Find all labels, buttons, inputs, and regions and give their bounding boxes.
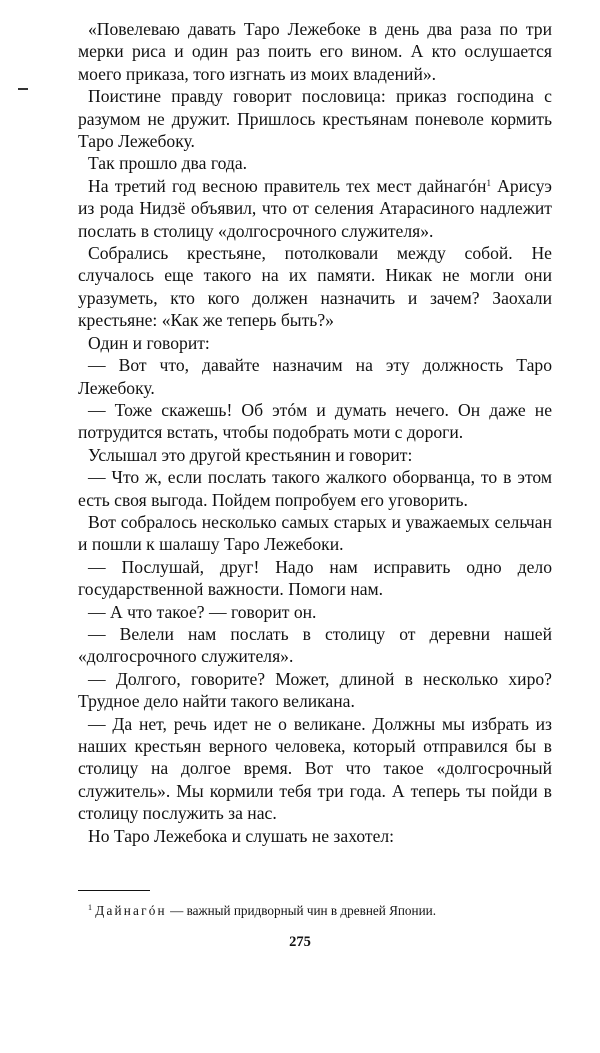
paragraph-proverb: Поистине правду говорит пословица: приказ господина с разумом не дружит. Пришлось крестьянам поневоле кормить Таро Лежебоку. bbox=[78, 86, 552, 152]
paragraph-decree: «Повелеваю давать Таро Лежебоке в день два раза по три мерки риса и один раз поить его вином. А кто ослушается моего приказа, того изгнать из моих владений». bbox=[78, 19, 552, 84]
dainagon-text-after: Арисуэ из рода Нидзё объявил, что от селения Атарасиного надлежит послать в столицу «долгосрочного служителя». bbox=[78, 175, 552, 241]
paragraph-objection: — Тоже скажешь! Об этóм и думать нечего. Он даже не потрудится встать, чтобы подобрать моти с дороги. bbox=[78, 399, 552, 443]
paragraph-appoint: — Вот что, давайте назначим на эту должность Таро Лежебоку. bbox=[78, 355, 552, 398]
paragraph-another-peasant: Услышал это другой крестьянин и говорит: bbox=[88, 444, 413, 465]
paragraph-peasants-gather: Собрались крестьяне, потолковали между собой. Не случалось еще такого на их памяти. Никак не могли они уразуметь, кто кого должен назначить и зачем? Заохали крестьяне: «Как же теперь быть?» bbox=[78, 243, 552, 331]
paragraph-explanation: — Да нет, речь идет не о великане. Должны мы избрать из наших крестьян верного человека, который отправился бы в столицу на долгое время. Вот что такое «долгосрочный служитель». Мы кормили тебя три года. А теперь ты пойди в столицу послужить за нас. bbox=[78, 713, 552, 824]
paragraph-benefit: — Что ж, если послать такого жалкого оборванца, то в этом есть своя выгода. Пойдем попробуем его уговорить. bbox=[78, 467, 552, 510]
footnote-divider bbox=[78, 890, 150, 891]
margin-mark bbox=[18, 88, 28, 90]
footnote-marker: 1 bbox=[88, 903, 92, 912]
paragraph-refused: Но Таро Лежебока и слушать не захотел: bbox=[88, 825, 395, 846]
paragraph-two-years: Так прошло два года. bbox=[88, 153, 248, 174]
main-text bbox=[78, 18, 552, 847]
footnote bbox=[78, 902, 552, 920]
paragraph-one-says: Один и говорит: bbox=[88, 332, 210, 353]
paragraph-dainagon bbox=[78, 175, 552, 242]
footnote-term: Дайнагóн bbox=[95, 903, 167, 918]
dainagon-text-before: На третий год весною правитель тех мест дайнагóн bbox=[88, 175, 487, 196]
page-number: 275 bbox=[289, 934, 311, 950]
paragraph-what-is-it: — А что такое? — говорит он. bbox=[88, 601, 317, 622]
paragraph-ordered: — Велели нам послать в столицу от деревни нашей «долгосрочного служителя». bbox=[78, 623, 552, 667]
footnote-text: — важный придворный чин в древней Японии. bbox=[166, 903, 436, 918]
paragraph-long-one: — Долгого, говорите? Может, длиной в несколько хиро? Трудное дело найти такого великана. bbox=[78, 668, 552, 712]
paragraph-listen-friend: — Послушай, друг! Надо нам исправить одно дело государственной важности. Помоги нам. bbox=[78, 556, 552, 600]
paragraph-elders: Вот собралось несколько самых старых и уважаемых сельчан и пошли к шалашу Таро Лежебоки. bbox=[78, 511, 552, 555]
footnote-reference[interactable]: 1 bbox=[486, 177, 491, 188]
